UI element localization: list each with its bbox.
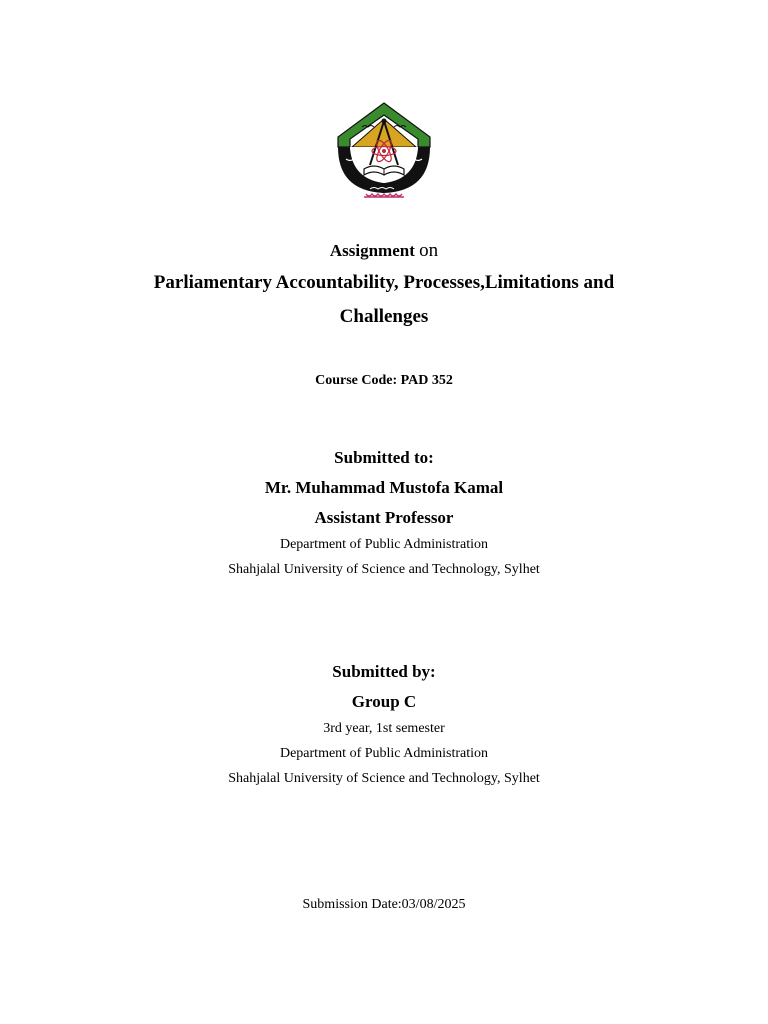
supervisor-university: Shahjalal University of Science and Technology, Sylhet xyxy=(228,562,540,577)
group-name: Group C xyxy=(351,692,417,711)
assignment-prefix: Assignment xyxy=(329,241,415,260)
supervisor-designation: Assistant Professor xyxy=(314,508,454,527)
submission-date: Submission Date:03/08/2025 xyxy=(302,897,466,912)
supervisor-department: Department of Public Administration xyxy=(279,537,489,552)
assignment-label xyxy=(0,240,768,262)
assignment-suffix: on xyxy=(419,240,439,261)
submitted-by-heading: Submitted by: xyxy=(332,662,436,681)
submitted-to-heading: Submitted to: xyxy=(334,448,434,467)
course-code: Course Code: PAD 352 xyxy=(315,373,453,388)
university-logo-icon xyxy=(334,97,434,201)
supervisor-name: Mr. Muhammad Mustofa Kamal xyxy=(264,478,504,497)
group-university: Shahjalal University of Science and Technology, Sylhet xyxy=(228,771,540,786)
title-line-2: Challenges xyxy=(339,306,429,327)
group-department: Department of Public Administration xyxy=(279,746,489,761)
title-line-1: Parliamentary Accountability, Processes,Limitations and xyxy=(153,272,615,293)
group-year: 3rd year, 1st semester xyxy=(323,721,445,736)
